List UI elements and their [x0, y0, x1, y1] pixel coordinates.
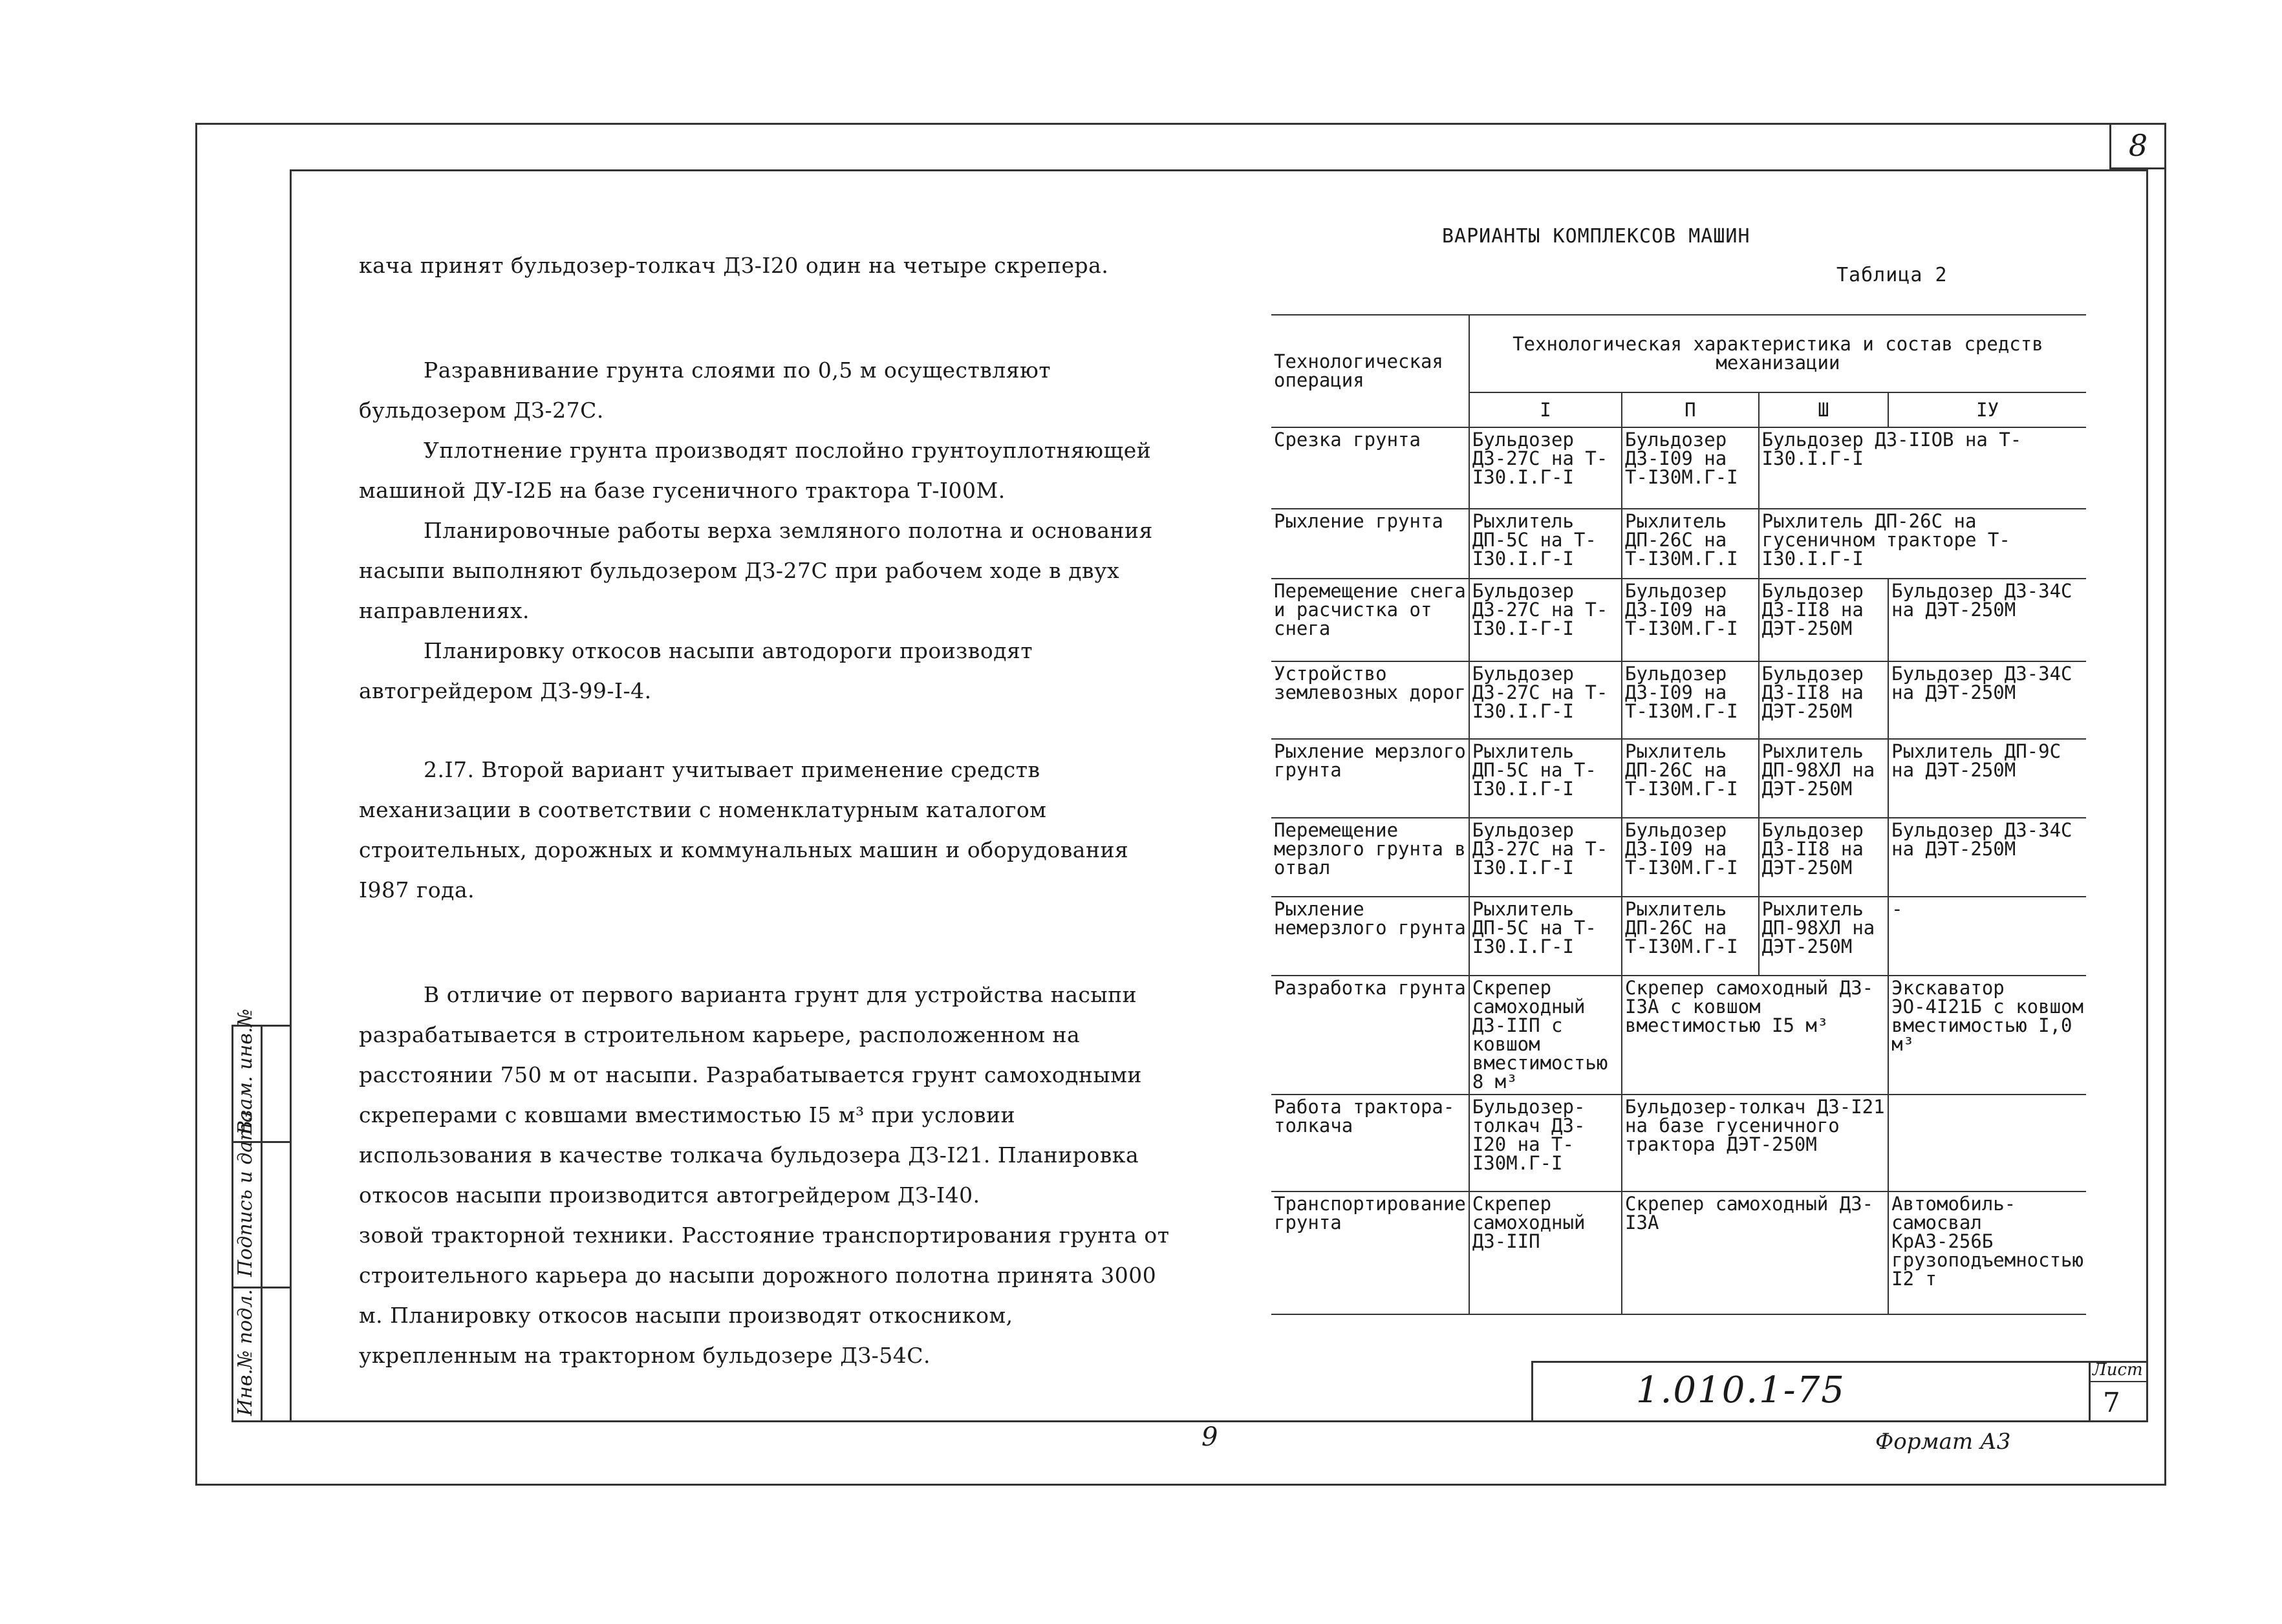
machine-cell	[1888, 1095, 2086, 1191]
table-row	[1271, 818, 2086, 897]
operation-cell: Транспортирование грунта	[1271, 1191, 1469, 1314]
variant-header: П	[1622, 392, 1759, 427]
variant-header: I	[1469, 392, 1622, 427]
operation-cell: Рыхление немерзлого грунта	[1271, 897, 1469, 976]
machine-cell: Скрепер самоходный ДЗ-I3А	[1622, 1191, 1888, 1314]
machine-cell: Бульдозер ДЗ-II8 на ДЭТ-250М	[1759, 818, 1888, 897]
machine-cell: Бульдозер ДЗ-27С на Т-I30.I-Г-I	[1469, 579, 1622, 661]
table-row	[1271, 1191, 2086, 1314]
side-stamp-divider	[261, 1025, 263, 1422]
machine-cell: Рыхлитель ДП-26С на Т-I30М.Г.I	[1622, 509, 1759, 579]
machine-cell: Бульдозер ДЗ-II8 на ДЭТ-250М	[1759, 579, 1888, 661]
machine-cell: Бульдозер ДЗ-I09 на Т-I30М.Г-I	[1622, 818, 1759, 897]
operation-cell: Перемещение снега и расчистка от снега	[1271, 579, 1469, 661]
sheet-label: Лист	[2093, 1360, 2143, 1380]
variant-header: Ш	[1759, 392, 1888, 427]
table-row	[1271, 509, 2086, 579]
machine-cell: Бульдозер ДЗ-34С на ДЭТ-250М	[1888, 818, 2086, 897]
variant-header: IУ	[1888, 392, 2086, 427]
machine-cell: Рыхлитель ДП-26С на гусеничном тракторе Т-I30.I.Г-I	[1759, 509, 2086, 579]
side-label-inventory: Инв.№ подл.	[234, 1289, 257, 1416]
paragraph-transport: зовой тракторной техники. Расстояние транспортирования грунта от строительного карьера до насыпи дорожного полотна принята 3000 м. Планировку откосов насыпи производят откосником, укрепленным на тракторном бульдозере ДЗ-54С.	[359, 1223, 1170, 1368]
table-row	[1271, 739, 2086, 818]
paragraph-section-2-17: 2.I7. Второй вариант учитывает применение средств механизации в соответствии с номенклатурным каталогом строительных, дорожных и коммунальных машин и оборудования I987 года.	[359, 757, 1129, 903]
side-stamp-row-line	[231, 1287, 290, 1288]
operation-cell: Работа трактора-толкача	[1271, 1095, 1469, 1191]
machine-cell: Бульдозер ДЗ-I09 на Т-I30М.Г-I	[1622, 579, 1759, 661]
table-row	[1271, 897, 2086, 976]
machine-cell: Экскаватор ЭО-4I21Б с ковшом вместимостью I,0 м³	[1888, 976, 2086, 1095]
machine-cell: Бульдозер ДЗ-I09 на Т-I30М.Г-I	[1622, 427, 1759, 509]
corner-number: 8	[2109, 123, 2165, 169]
machine-cell: Рыхлитель ДП-5С на Т-I30.I.Г-I	[1469, 739, 1622, 818]
machine-cell: Бульдозер ДЗ-27С на Т-I30.I.Г-I	[1469, 818, 1622, 897]
operation-cell: Рыхление мерзлого грунта	[1271, 739, 1469, 818]
machine-cell: Рыхлитель ДП-98ХЛ на ДЭТ-250М	[1759, 897, 1888, 976]
machines-table	[1271, 314, 2086, 1315]
side-label-signature: Подпись и дата	[234, 1111, 257, 1277]
paragraph-planning: Планировочные работы верха земляного полотна и основания насыпи выполняют бульдозером ДЗ-27С при рабочем ходе в двух направлениях.	[359, 518, 1153, 623]
machine-cell: Автомобиль-самосвал КрАЗ-256Б грузоподъемностью I2 т	[1888, 1191, 2086, 1314]
machine-cell: Бульдозер ДЗ-IIОВ на Т-I30.I.Г-I	[1759, 427, 2086, 509]
table-row	[1271, 427, 2086, 509]
machine-cell: Скрепер самоходный ДЗ-IIП	[1469, 1191, 1622, 1314]
format-label: Формат А3	[1875, 1429, 2011, 1455]
paragraph-leveling: Разравнивание грунта слоями по 0,5 м осуществляют бульдозером ДЗ-27С.	[359, 358, 1051, 423]
table-row	[1271, 976, 2086, 1095]
operation-cell: Разработка грунта	[1271, 976, 1469, 1095]
machine-cell: Рыхлитель ДП-98ХЛ на ДЭТ-250М	[1759, 739, 1888, 818]
page-number: 9	[1201, 1422, 1218, 1452]
machine-cell: Бульдозер ДЗ-27С на Т-I30.I.Г-I	[1469, 661, 1622, 739]
machine-cell: Бульдозер ДЗ-II8 на ДЭТ-250М	[1759, 661, 1888, 739]
table-title: ВАРИАНТЫ КОМПЛЕКСОВ МАШИН	[1442, 225, 1750, 248]
machine-cell: Рыхлитель ДП-26С на Т-I30М.Г-I	[1622, 739, 1759, 818]
document-code: 1.010.1-75	[1636, 1369, 1846, 1411]
paragraph-slopes: Планировку откосов насыпи автодороги производят автогрейдером ДЗ-99-I-4.	[359, 638, 1033, 703]
machine-cell: Бульдозер ДЗ-34С на ДЭТ-250М	[1888, 579, 2086, 661]
table-label: Таблица 2	[1836, 264, 1948, 286]
paragraph-continuation: кача принят бульдозер-толкач ДЗ-I20 один на четыре скрепера.	[359, 253, 1109, 278]
paragraph-difference: В отличие от первого варианта грунт для устройства насыпи разрабатывается в строительном карьере, расположенном на расстоянии 750 м от насыпи. Разрабатывается грунт самоходными скреперами с ковшами вместимостью I5 м³ при условии использования в качестве толкача бульдозера ДЗ-I21. Планировка откосов насыпи производится автогрейдером ДЗ-I40.	[359, 982, 1142, 1208]
machine-cell: Рыхлитель ДП-26С на Т-I30М.Г-I	[1622, 897, 1759, 976]
machine-cell: Скрепер самоходный ДЗ-IIП с ковшом вместимостью 8 м³	[1469, 976, 1622, 1095]
table-row	[1271, 579, 2086, 661]
machine-cell: Бульдозер ДЗ-I09 на Т-I30М.Г-I	[1622, 661, 1759, 739]
machine-cell: Скрепер самоходный ДЗ-I3А с ковшом вместимостью I5 м³	[1622, 976, 1888, 1095]
table-row	[1271, 1095, 2086, 1191]
machine-cell: Рыхлитель ДП-5С на Т-I30.I.Г-I	[1469, 897, 1622, 976]
operation-cell: Перемещение мерзлого грунта в отвал	[1271, 818, 1469, 897]
machine-cell: Рыхлитель ДП-9С на ДЭТ-250М	[1888, 739, 2086, 818]
sheet-divider	[2089, 1381, 2148, 1382]
left-text-column	[359, 246, 1174, 1376]
operation-cell: Срезка грунта	[1271, 427, 1469, 509]
machine-cell: Бульдозер-толкач ДЗ-I21 на базе гусеничного трактора ДЭТ-250М	[1622, 1095, 1888, 1191]
machine-cell: Бульдозер-толкач ДЗ-I20 на Т-I30М.Г-I	[1469, 1095, 1622, 1191]
machine-cell: Бульдозер ДЗ-27С на Т-I30.I.Г-I	[1469, 427, 1622, 509]
machine-cell: Бульдозер ДЗ-34С на ДЭТ-250М	[1888, 661, 2086, 739]
operation-cell: Рыхление грунта	[1271, 509, 1469, 579]
header-group: Технологическая характеристика и состав средств механизации	[1469, 315, 2086, 392]
operation-cell: Устройство землевозных дорог	[1271, 661, 1469, 739]
sheet-number: 7	[2103, 1387, 2120, 1418]
machine-cell: -	[1888, 897, 2086, 976]
header-operation: Технологическая операция	[1271, 315, 1469, 427]
paragraph-compaction: Уплотнение грунта производят послойно грунтоуплотняющей машиной ДУ-I2Б на базе гусеничного трактора Т-I00М.	[359, 438, 1152, 503]
machine-cell: Рыхлитель ДП-5С на Т-I30.I.Г-I	[1469, 509, 1622, 579]
table-header-row	[1271, 315, 2086, 392]
side-label-replacement: Взам. инв.№	[234, 1009, 257, 1135]
table-row	[1271, 661, 2086, 739]
